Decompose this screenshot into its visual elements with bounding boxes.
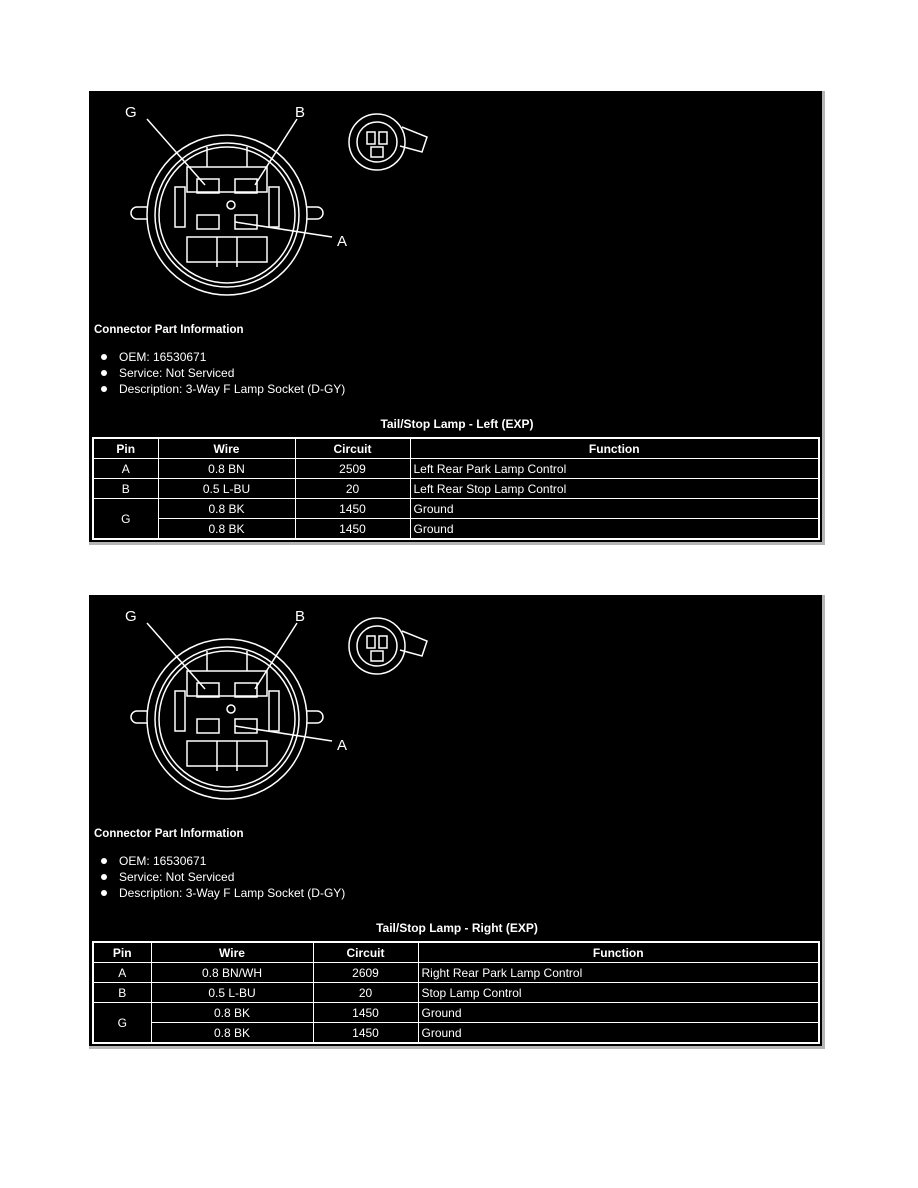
connector-panel-left [89,91,825,545]
table-title: Tail/Stop Lamp - Right (EXP) [376,921,538,935]
cell-pin: B [93,479,158,499]
pin-label-a: A [337,233,348,250]
part-info-list [99,349,345,397]
part-info-list [99,853,345,901]
pin-label-g: G [125,104,137,121]
column-header-circuit: Circuit [313,942,418,963]
table-title: Tail/Stop Lamp - Left (EXP) [380,417,534,431]
table-row [93,963,819,983]
cell-function: Ground [418,1023,819,1044]
cell-function: Ground [410,519,819,540]
cell-circuit: 2509 [295,459,410,479]
connector-panel-right [89,595,825,1049]
column-header-wire: Wire [151,942,313,963]
table-row [93,983,819,1003]
column-header-function: Function [410,438,819,459]
part-info-oem: OEM: 16530671 [99,349,345,365]
cell-pin: A [93,963,151,983]
table-row [93,499,819,519]
column-header-pin: Pin [93,942,151,963]
cell-function: Stop Lamp Control [418,983,819,1003]
cell-wire: 0.8 BK [151,1023,313,1044]
cell-wire: 0.8 BK [158,519,295,540]
table-row [93,459,819,479]
cell-pin: B [93,983,151,1003]
connector-diagram [117,97,437,302]
cell-circuit: 1450 [313,1023,418,1044]
column-header-pin: Pin [93,438,158,459]
cell-wire: 0.8 BN [158,459,295,479]
cell-function: Left Rear Stop Lamp Control [410,479,819,499]
cell-circuit: 1450 [295,499,410,519]
part-info-description: Description: 3-Way F Lamp Socket (D-GY) [99,885,345,901]
part-info-description: Description: 3-Way F Lamp Socket (D-GY) [99,381,345,397]
cell-wire: 0.5 L-BU [158,479,295,499]
connector-diagram [117,601,437,806]
pin-label-a: A [337,737,348,754]
cell-circuit: 1450 [295,519,410,540]
cell-wire: 0.5 L-BU [151,983,313,1003]
column-header-wire: Wire [158,438,295,459]
cell-function: Ground [418,1003,819,1023]
pin-label-b: B [295,104,306,121]
table-row [93,1003,819,1023]
cell-circuit: 20 [313,983,418,1003]
table-row [93,1023,819,1044]
part-info-service: Service: Not Serviced [99,365,345,381]
cell-pin: G [93,499,158,540]
table-row [93,479,819,499]
column-header-circuit: Circuit [295,438,410,459]
cell-wire: 0.8 BK [151,1003,313,1023]
cell-circuit: 2609 [313,963,418,983]
cell-circuit: 20 [295,479,410,499]
pin-label-g: G [125,608,137,625]
part-info-heading: Connector Part Information [94,828,244,840]
cell-wire: 0.8 BK [158,499,295,519]
cell-function: Ground [410,499,819,519]
cell-pin: G [93,1003,151,1044]
column-header-function: Function [418,942,819,963]
cell-pin: A [93,459,158,479]
pin-table [92,941,820,1044]
table-row [93,519,819,540]
part-info-service: Service: Not Serviced [99,869,345,885]
pin-label-b: B [295,608,306,625]
part-info-heading: Connector Part Information [94,324,244,336]
cell-function: Left Rear Park Lamp Control [410,459,819,479]
pin-table [92,437,820,540]
part-info-oem: OEM: 16530671 [99,853,345,869]
cell-circuit: 1450 [313,1003,418,1023]
cell-function: Right Rear Park Lamp Control [418,963,819,983]
cell-wire: 0.8 BN/WH [151,963,313,983]
